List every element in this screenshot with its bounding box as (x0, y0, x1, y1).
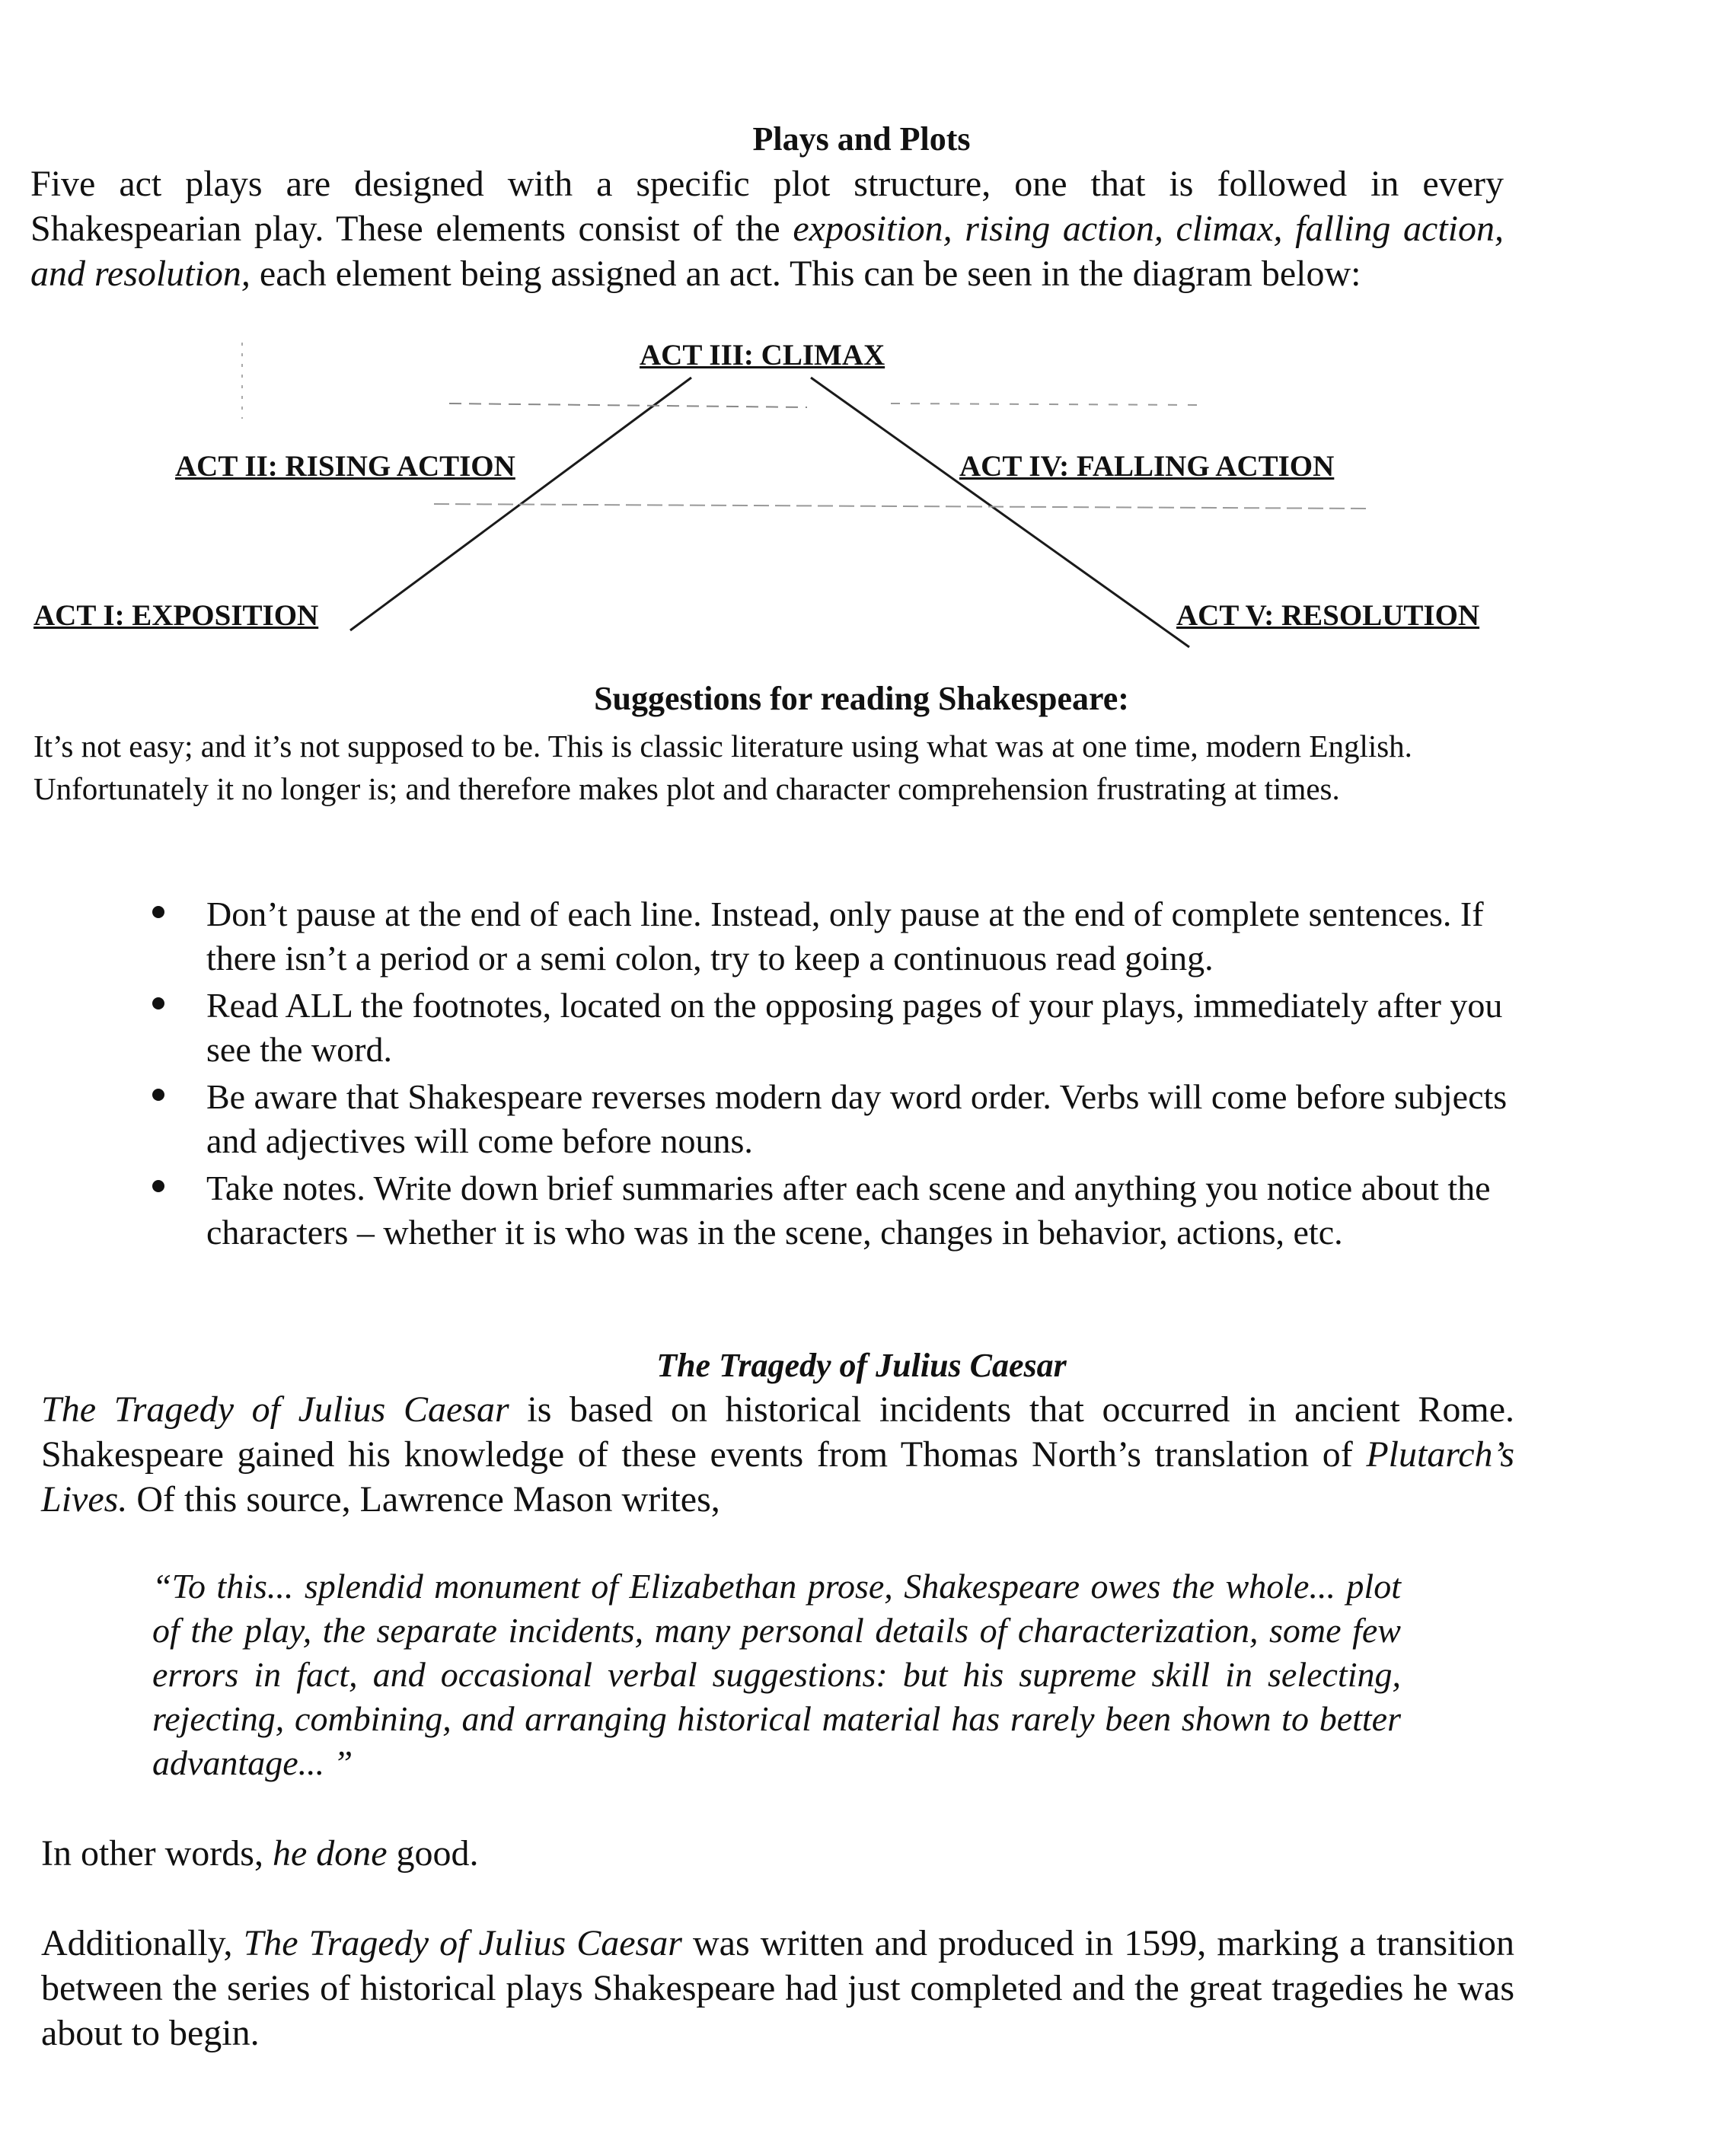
reading-suggestions-heading: Suggestions for reading Shakespeare: (594, 680, 1129, 717)
act-3-label: ACT III: CLIMAX (640, 339, 885, 372)
bullet-icon (152, 1180, 164, 1192)
plays-and-plots-heading: Plays and Plots (752, 120, 971, 158)
additionally-text-b: was written and produced in 1599, marking a transition between the series of historical plays Shakespeare had just completed and the great tragedies he was about to begin. (41, 1923, 1515, 2053)
list-item-text: Take notes. Write down brief summaries after each scene and anything you notice about the characters – whether it is who was in the scene, changes in behavior, actions, etc. (206, 1169, 1491, 1252)
act-4-label: ACT IV: FALLING ACTION (959, 450, 1335, 483)
act-1-label: ACT I: EXPOSITION (34, 599, 319, 632)
list-item-text: Don’t pause at the end of each line. Instead, only pause at the end of complete sentences. If there isn’t a period or a semi colon, try to keep a continuous read going. (206, 895, 1484, 978)
list-item-text: Be aware that Shakespeare reverses modern day word order. Verbs will come before subjects and adjectives will come before nouns. (206, 1077, 1508, 1160)
faint-dash-lower (434, 504, 1370, 509)
additionally-paragraph (41, 1921, 1514, 2056)
list-item (152, 984, 1515, 1072)
plutarch-italic: Plutarch’s Lives. (41, 1434, 1514, 1520)
bullet-icon (152, 1089, 164, 1101)
title-italic-b: The Tragedy of Julius Caesar (243, 1923, 682, 1963)
reading-intro-paragraph: It’s not easy; and it’s not supposed to be. This is classic literature using what was at one time, modern English. Unfortunately it no longer is; and therefore makes plot and character comprehension frustrating at times. (34, 729, 1412, 806)
plot-structure-paragraph (30, 161, 1504, 296)
additionally-text-a: Additionally, (41, 1923, 244, 1963)
he-done-italic: he done (272, 1833, 388, 1874)
plot-text-2: each element being assigned an act. This can be seen in the diagram below: (250, 254, 1361, 294)
list-item (152, 1075, 1515, 1163)
plot-elements-italic: exposition, rising action, climax, falling action, and resolution, (30, 209, 1504, 294)
title-italic-a: The Tragedy of Julius Caesar (41, 1389, 509, 1430)
julius-caesar-paragraph (41, 1387, 1514, 1522)
other-words-text-a: In other words, (41, 1833, 273, 1874)
bullet-icon (152, 997, 164, 1009)
faint-dash-upper-right (891, 403, 1203, 405)
other-words-text-b: good. (387, 1833, 479, 1874)
plot-text-1: Five act plays are designed with a specific plot structure, one that is followed in every Shakespearian play. These elements consist of the (30, 164, 1504, 249)
act-2-label: ACT II: RISING ACTION (175, 450, 515, 483)
plot-structure-diagram (0, 327, 1723, 662)
list-item-text: Read ALL the footnotes, located on the opposing pages of your plays, immediately after you see the word. (206, 986, 1503, 1069)
list-item (152, 892, 1515, 981)
list-item (152, 1166, 1515, 1255)
reading-tips-list (152, 892, 1515, 1258)
act-5-label: ACT V: RESOLUTION (1176, 599, 1480, 632)
faint-dash-upper (449, 403, 807, 407)
in-other-words-line (41, 1831, 1514, 1876)
bullet-icon (152, 906, 164, 918)
caesar-text-a: is based on historical incidents that occurred in ancient Rome. Shakespeare gained his knowledge of these events from Thomas North’s translation of (41, 1389, 1515, 1475)
falling-line (811, 378, 1189, 647)
julius-caesar-heading: The Tragedy of Julius Caesar (656, 1347, 1067, 1384)
caesar-text-b: Of this source, Lawrence Mason writes, (127, 1479, 720, 1520)
mason-quote: “To this... splendid monument of Elizabethan prose, Shakespeare owes the whole... plot of the play, the separate incidents, many personal details of characterization, some few errors in fact, and occasional verbal suggestions: but his supreme skill in selecting, rejecting, combining, and arranging historical material has rarely been shown to better advantage... ” (152, 1567, 1401, 1782)
